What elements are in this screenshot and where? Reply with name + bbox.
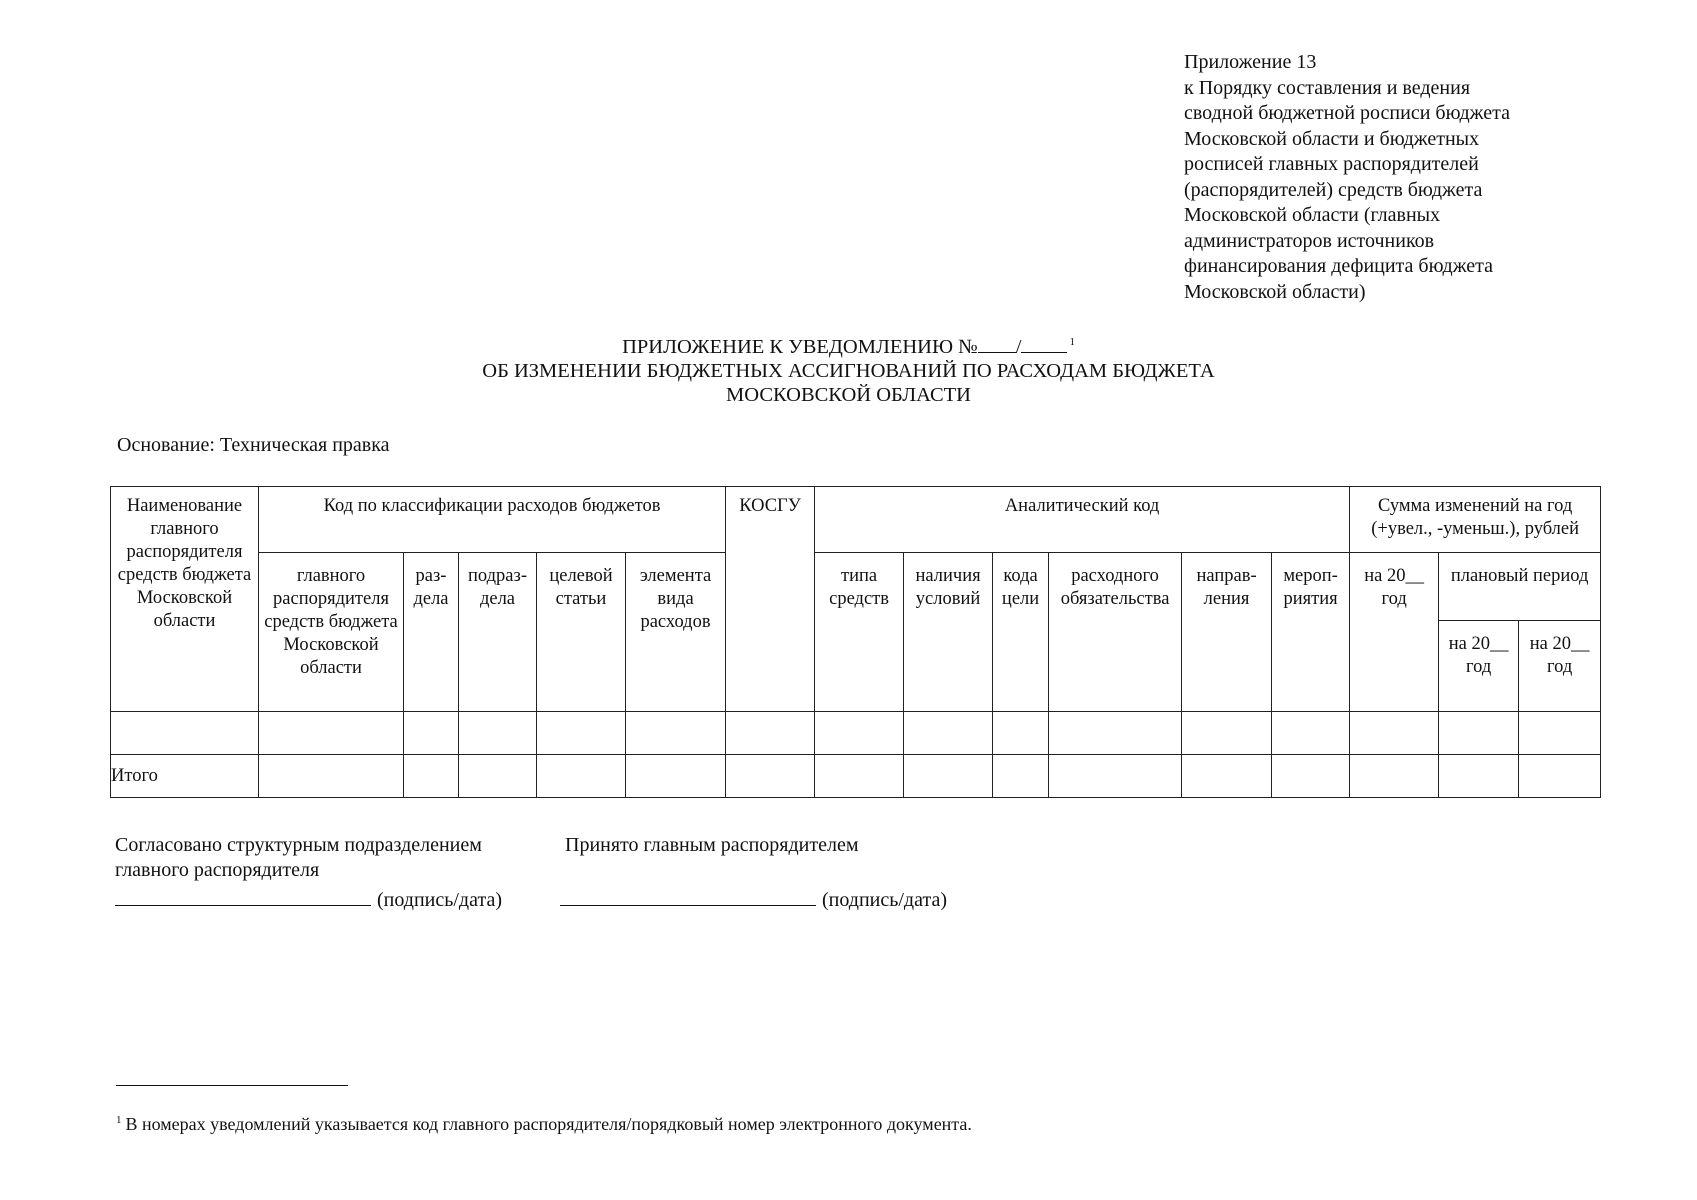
group-header-classification: Код по классификации расходов бюджетов — [259, 487, 726, 553]
col-header-kosgu: КОСГУ — [726, 487, 815, 712]
signature-field-left — [115, 885, 502, 912]
col-header-current-year: на 20__ год — [1350, 553, 1439, 712]
appendix-line: финансирования дефицита бюджета — [1184, 255, 1493, 277]
appendix-line: Московской области и бюджетных — [1184, 127, 1480, 150]
footnote-number: 1 — [116, 1114, 122, 1126]
footnote-divider — [116, 1085, 348, 1086]
approval-text-line: Согласовано структурным подразделением — [115, 834, 482, 856]
appendix-line: к Порядку составления и ведения — [1184, 76, 1471, 99]
appendix-line: Московской области (главных — [1184, 204, 1441, 226]
appendix-line: Московской области) — [1184, 280, 1366, 303]
col-header-chief-manager: главного распорядителя средств бюджета Московской области — [259, 553, 404, 712]
approval-text-line: главного распорядителя — [115, 859, 320, 881]
appropriations-table — [110, 486, 1601, 798]
col-header-goal-code: кода цели — [993, 553, 1049, 712]
approval-text-line: Принято главным распорядителем — [565, 834, 859, 856]
title-line-1 — [0, 330, 1697, 359]
table-row — [111, 712, 1601, 755]
approval-block-subdivision — [115, 833, 482, 883]
col-header-funds-type: типа средств — [815, 553, 904, 712]
signature-caption: (подпись/дата) — [377, 889, 502, 911]
col-header-subsection: подраз-дела — [459, 553, 537, 712]
signature-caption: (подпись/дата) — [822, 889, 947, 911]
appendix-note — [1184, 50, 1604, 305]
col-header-activity: мероп-риятия — [1272, 553, 1350, 712]
col-header-planned-year-1: на 20__ год — [1439, 621, 1519, 712]
signature-field-right — [560, 885, 947, 912]
title-line-3: МОСКОВСКОЙ ОБЛАСТИ — [726, 383, 971, 406]
approval-block-chief-manager — [565, 833, 858, 858]
title-line-2: ОБ ИЗМЕНЕНИИ БЮДЖЕТНЫХ АССИГНОВАНИЙ ПО РАСХОДАМ БЮДЖЕТА — [482, 359, 1215, 382]
total-label: Итого — [111, 755, 259, 798]
document-title — [0, 330, 1697, 407]
header-row-1 — [111, 487, 1601, 553]
appendix-line: (распорядителей) средств бюджета — [1184, 178, 1483, 201]
col-header-direction: направ-ления — [1182, 553, 1272, 712]
total-row — [111, 755, 1601, 798]
appendix-line: росписей главных распорядителей — [1184, 153, 1479, 175]
col-header-planned-period: плановый период — [1439, 553, 1601, 621]
basis-text: Основание: Техническая правка — [117, 434, 390, 456]
number-blank — [1021, 334, 1067, 353]
signature-line[interactable] — [115, 885, 371, 906]
footnote — [116, 1114, 972, 1135]
group-header-analytic: Аналитический код — [815, 487, 1350, 553]
header-row-2 — [111, 553, 1601, 621]
footnote-mark: 1 — [1069, 336, 1075, 348]
appendix-line: сводной бюджетной росписи бюджета — [1184, 102, 1510, 124]
col-header-planned-year-2: на 20__ год — [1519, 621, 1601, 712]
title-prefix: ПРИЛОЖЕНИЕ К УВЕДОМЛЕНИЮ № — [622, 335, 978, 358]
col-header-section: раз-дела — [404, 553, 459, 712]
col-header-expense-type: элемента вида расходов — [626, 553, 726, 712]
signature-line[interactable] — [560, 885, 816, 906]
col-header-name: Наименование главного распорядителя средств бюджета Московской области — [111, 487, 259, 712]
group-header-sum: Сумма изменений на год (+увел., -уменьш.), рублей — [1350, 487, 1601, 553]
footnote-text: В номерах уведомлений указывается код главного распорядителя/порядковый номер электронного документа. — [125, 1114, 972, 1134]
col-header-conditions: наличия условий — [904, 553, 993, 712]
appendix-line: администраторов источников — [1184, 229, 1435, 252]
appendix-line: Приложение 13 — [1184, 51, 1317, 73]
number-blank — [978, 334, 1016, 353]
col-header-obligation: расходного обязательства — [1049, 553, 1182, 712]
col-header-target-article: целевой статьи — [537, 553, 626, 712]
number-separator: / — [1015, 335, 1022, 358]
